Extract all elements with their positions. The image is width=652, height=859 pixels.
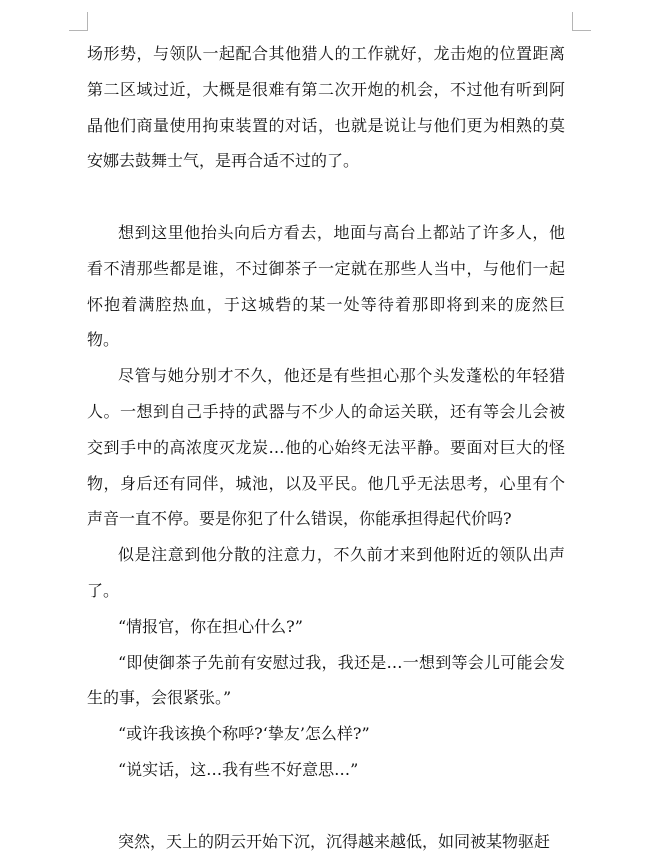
document-body[interactable] (87, 36, 565, 859)
paragraph: 似是注意到他分散的注意力，不久前才来到他附近的领队出声了。 (87, 545, 565, 600)
paragraph: 尽管与她分别才不久，他还是有些担心那个头发蓬松的年轻猎人。一想到自己手持的武器与不少人的命运关联，还有等会儿会被交到手中的高浓度灭龙炭…他的心始终无法平静。要面对巨大的怪物，身后还有同伴，城池，以及平民。他几乎无法思考，心里有个声音一直不停。要是你犯了什么错误，你能承担得起代价吗? (87, 366, 565, 529)
dialogue-line: “情报官，你在担心什么?” (118, 616, 303, 636)
dialogue-line: “即使御茶子先前有安慰过我，我还是…一想到等会儿可能会发生的事，会很紧张。” (87, 652, 565, 708)
paragraph: 想到这里他抬头向后方看去，地面与高台上都站了许多人，他看不清那些都是谁，不过御茶子一定就在那些人当中，与他们一起怀抱着满腔热血，于这城砦的某一处等待着那即将到来的庞然巨物。 (87, 222, 565, 350)
paragraph: 突然，天上的阴云开始下沉，沉得越来越低，如同被某物驱赶 (118, 831, 551, 851)
margin-corner-mark-top-right (572, 12, 591, 31)
blank-line (87, 788, 565, 824)
dialogue-line: “或许我该换个称呼?‘挚友’怎么样?” (118, 724, 370, 744)
blank-line (87, 179, 565, 215)
margin-corner-mark-top-left (69, 12, 88, 31)
paragraph: 场形势，与领队一起配合其他猎人的工作就好，龙击炮的位置距离第二区域过近，大概是很难有第二次开炮的机会，不过他有听到阿晶他们商量使用拘束装置的对话，也就是说让与他们更为相熟的莫安娜去鼓舞士气，是再合适不过的了。 (87, 44, 565, 171)
dialogue-line: “说实话，这…我有些不好意思…” (118, 759, 359, 779)
